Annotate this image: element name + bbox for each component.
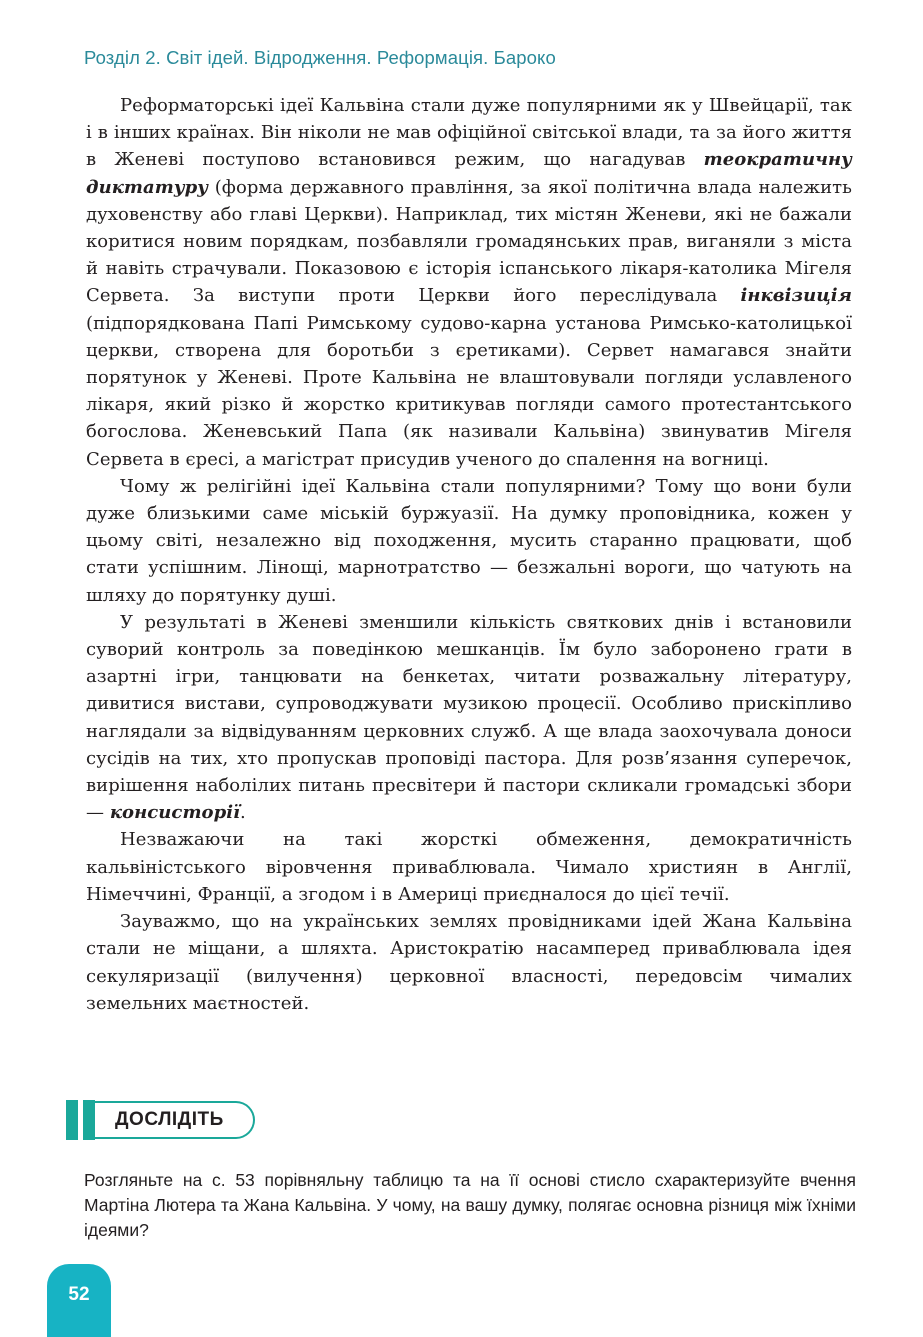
page-number: 52 xyxy=(68,1284,90,1305)
paragraph-1-part-b: (форма державного правління, за якої політична влада належить духовенству або главі Церкви). Наприклад, тих містян Женеви, які не бажали коритися новим порядкам, позбавляли громадянських прав, виганяли з міста й навіть страчували. Показовою є історія іспанського лікаря-католика Мігеля Сервета. За виступи проти Церкви його переслідувала xyxy=(86,176,852,307)
paragraph-2: Чому ж релігійні ідеї Кальвіна стали популярними? Тому що вони були дуже близькими саме міській буржуазії. На думку проповідника, кожен у цьому світі, незалежно від походження, мусить старанно працювати, щоб стати успішним. Лінощі, марнотратство — безжальні вороги, що чатують на шляху до порятунку душі. xyxy=(86,475,852,606)
paragraph-4: Незважаючи на такі жорсткі обмеження, демократичність кальвіністського віровчення приваблювала. Чимало християн в Англії, Німеччині, Франції, а згодом і в Америці приєдналося до цієї течії. xyxy=(86,829,852,905)
paragraph-5: Зауважмо, що на українських землях провідниками ідей Жана Кальвіна стали не міщани, а шляхта. Аристократію насамперед приваблювала ідея секуляризації (вилучення) церковної власності, передовсім чималих земельних маєтностей. xyxy=(86,911,852,1014)
paragraph-3 xyxy=(86,609,852,827)
research-label: ДОСЛІДІТЬ xyxy=(115,1109,224,1130)
term-theocratic-dictatorship: теократичну диктатуру xyxy=(86,149,852,198)
term-consistory: консисторії xyxy=(109,802,241,824)
page-number-badge xyxy=(47,1264,111,1337)
research-task: Розгляньте на с. 53 порівняльну таблицю та на її основі стисло схарактеризуйте вчення Мартіна Лютера та Жана Кальвіна. У чому, на вашу думку, полягає основна різниця між їхніми ідеями? xyxy=(84,1170,856,1240)
chapter-header: Розділ 2. Світ ідей. Відродження. Реформація. Бароко xyxy=(84,47,556,68)
main-text xyxy=(86,92,852,1017)
paragraph-3-part-a: У результаті в Женеві зменшили кількість святкових днів і встановили суворий контроль за поведінкою мешканців. Їм було заборонено грати в азартні ігри, танцювати на бенкетах, читати розважальну літературу, дивитися вистави, супроводжувати музикою процесії. Особливо прискіпливо наглядали за відвідуванням церковних служб. А ще влада заохочувала доноси сусідів на тих, хто пропускав проповіді пастора. Для розв’язання суперечок, вирішення наболілих питань пресвітери й пастори скликали громадські збори — xyxy=(86,611,852,824)
research-bar-icon xyxy=(83,1100,95,1140)
term-inquisition: інквізиція xyxy=(740,285,852,307)
paragraph-1-part-a: Реформаторські ідеї Кальвіна стали дуже популярними як у Швейцарії, так і в інших країнах. Він ніколи не мав офіційної світської влади, та за його життя в Женеві поступово встановився режим, що нагадував xyxy=(86,95,852,171)
paragraph-3-part-b: . xyxy=(240,802,246,824)
research-bar-icon xyxy=(66,1100,78,1140)
paragraph-1 xyxy=(86,92,852,473)
paragraph-1-part-c: (підпорядкована Папі Римському судово-карна установа Римсько-католицької церкви, створена для боротьби з єретиками). Сервет намагався знайти порятунок у Женеві. Проте Кальвіна не влаштовували погляди уславленого лікаря, який різко й жорстко критикував погляди самого протестантського богослова. Женевський Папа (як називали Кальвіна) звинуватив Мігеля Сервета в єресі, а магістрат присудив ученого до спалення на вогниці. xyxy=(86,312,852,470)
